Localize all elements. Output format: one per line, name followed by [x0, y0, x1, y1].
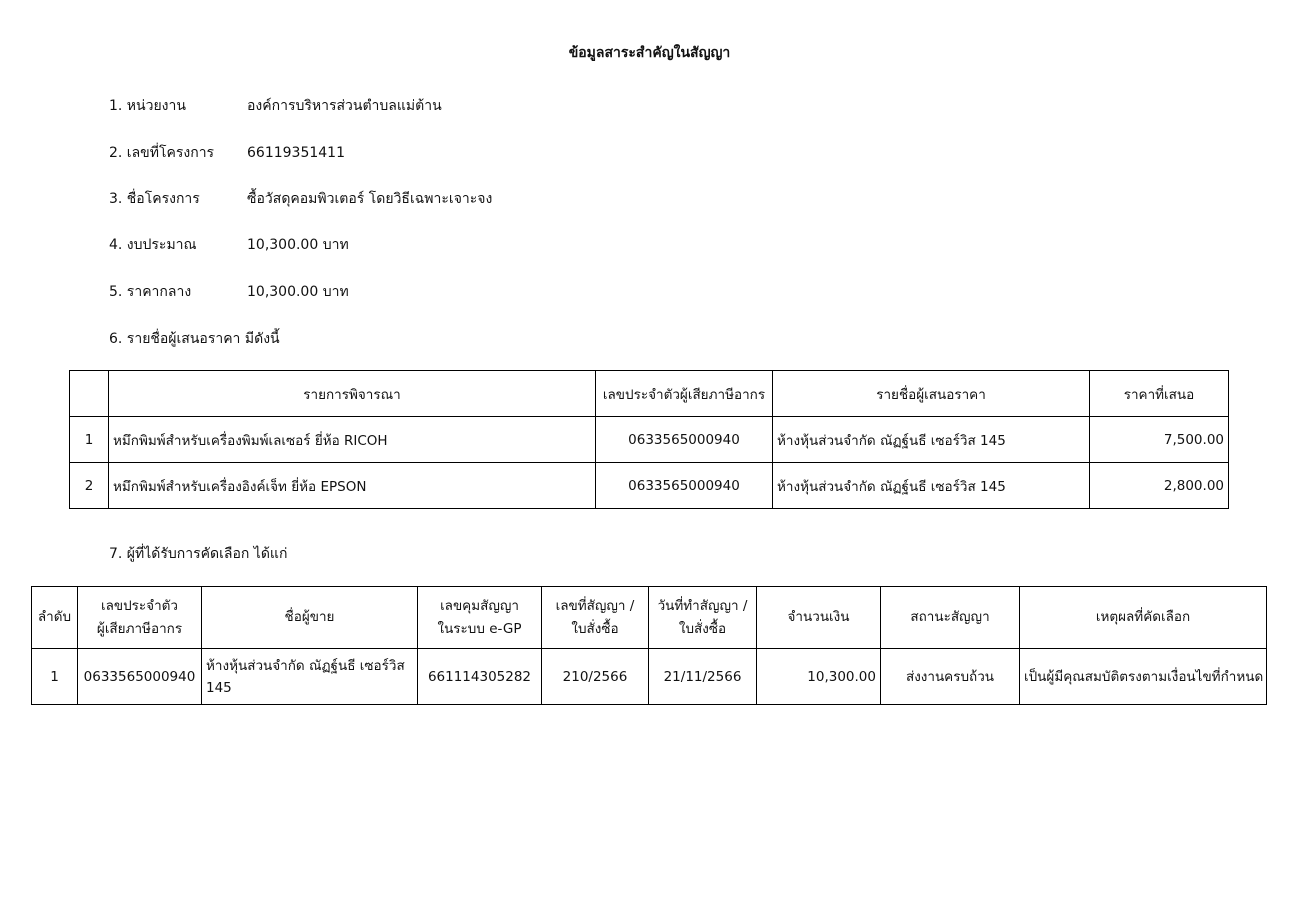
header-date: [649, 587, 757, 649]
cell-tax-id: 0633565000940: [596, 417, 773, 463]
header-line: ใบสั่งซื้อ: [678, 620, 727, 637]
bidders-section-label: 6. รายชื่อผู้เสนอราคา มีดังนี้: [109, 331, 280, 347]
info-value: องค์การบริหารส่วนตำบลแม่ต้าน: [247, 98, 442, 114]
header-no: [70, 371, 109, 417]
cell-amount: 10,300.00: [757, 649, 881, 705]
header-seller: ชื่อผู้ขาย: [202, 587, 418, 649]
header-line: เลขประจำตัว: [100, 597, 179, 614]
header-line: ใบสั่งซื้อ: [571, 620, 619, 637]
cell-price: 7,500.00: [1090, 417, 1229, 463]
header-bidder: รายชื่อผู้เสนอราคา: [773, 371, 1090, 417]
header-line: ในระบบ e-GP: [437, 620, 522, 637]
info-value: 10,300.00 บาท: [247, 237, 349, 253]
cell-seller: [202, 649, 418, 705]
cell-tax-id: 0633565000940: [596, 463, 773, 509]
info-value: 66119351411: [247, 145, 345, 161]
table-header-row: [70, 371, 1229, 417]
table-header-row: [32, 587, 1267, 649]
info-label: 5. ราคากลาง: [109, 284, 192, 300]
info-label: 1. หน่วยงาน: [109, 98, 186, 114]
table-row: [70, 417, 1229, 463]
header-egp: [418, 587, 542, 649]
cell-bidder: ห้างหุ้นส่วนจำกัด ณัฏฐ์นธี เซอร์วิส 145: [773, 463, 1090, 509]
info-label: 3. ชื่อโครงการ: [109, 191, 200, 207]
cell-bidder: ห้างหุ้นส่วนจำกัด ณัฏฐ์นธี เซอร์วิส 145: [773, 417, 1090, 463]
header-line: วันที่ทำสัญญา /: [657, 597, 748, 614]
table-row: [32, 649, 1267, 705]
header-tax-id: [78, 587, 202, 649]
header-price: ราคาที่เสนอ: [1090, 371, 1229, 417]
header-reason: เหตุผลที่คัดเลือก: [1020, 587, 1267, 649]
cell-tax-id: 0633565000940: [78, 649, 202, 705]
cell-line: ห้างหุ้นส่วนจำกัด ณัฏฐ์นธี เซอร์วิส: [206, 657, 405, 674]
cell-item: หมึกพิมพ์สำหรับเครื่องอิงค์เจ็ท ยี่ห้อ EPSON: [109, 463, 596, 509]
cell-status: ส่งงานครบถ้วน: [881, 649, 1020, 705]
info-label: 2. เลขที่โครงการ: [109, 145, 215, 161]
bidders-table: [69, 370, 1229, 509]
header-amount: จำนวนเงิน: [757, 587, 881, 649]
header-line: เลขที่สัญญา /: [555, 597, 635, 614]
header-status: สถานะสัญญา: [881, 587, 1020, 649]
cell-egp: 661114305282: [418, 649, 542, 705]
info-label: 4. งบประมาณ: [109, 237, 197, 253]
cell-no: 2: [70, 463, 109, 509]
header-no: ลำดับ: [32, 587, 78, 649]
cell-reason: เป็นผู้มีคุณสมบัติตรงตามเงื่อนไขที่กำหนด: [1020, 649, 1267, 705]
winner-table: [31, 586, 1267, 705]
cell-line: 145: [206, 679, 232, 696]
document-title: ข้อมูลสาระสำคัญในสัญญา: [568, 45, 731, 61]
header-tax-id: เลขประจำตัวผู้เสียภาษีอากร: [596, 371, 773, 417]
winner-section-label: 7. ผู้ที่ได้รับการคัดเลือก ได้แก่: [109, 546, 288, 562]
header-item: รายการพิจารณา: [109, 371, 596, 417]
info-value: 10,300.00 บาท: [247, 284, 349, 300]
cell-no: 1: [70, 417, 109, 463]
cell-item: หมึกพิมพ์สำหรับเครื่องพิมพ์เลเซอร์ ยี่ห้อ RICOH: [109, 417, 596, 463]
cell-contract: 210/2566: [542, 649, 649, 705]
cell-no: 1: [32, 649, 78, 705]
info-value: ซื้อวัสดุคอมพิวเตอร์ โดยวิธีเฉพาะเจาะจง: [247, 191, 493, 207]
header-contract: [542, 587, 649, 649]
header-line: ผู้เสียภาษีอากร: [96, 620, 183, 637]
table-row: [70, 463, 1229, 509]
cell-price: 2,800.00: [1090, 463, 1229, 509]
cell-date: 21/11/2566: [649, 649, 757, 705]
header-line: เลขคุมสัญญา: [440, 597, 519, 614]
